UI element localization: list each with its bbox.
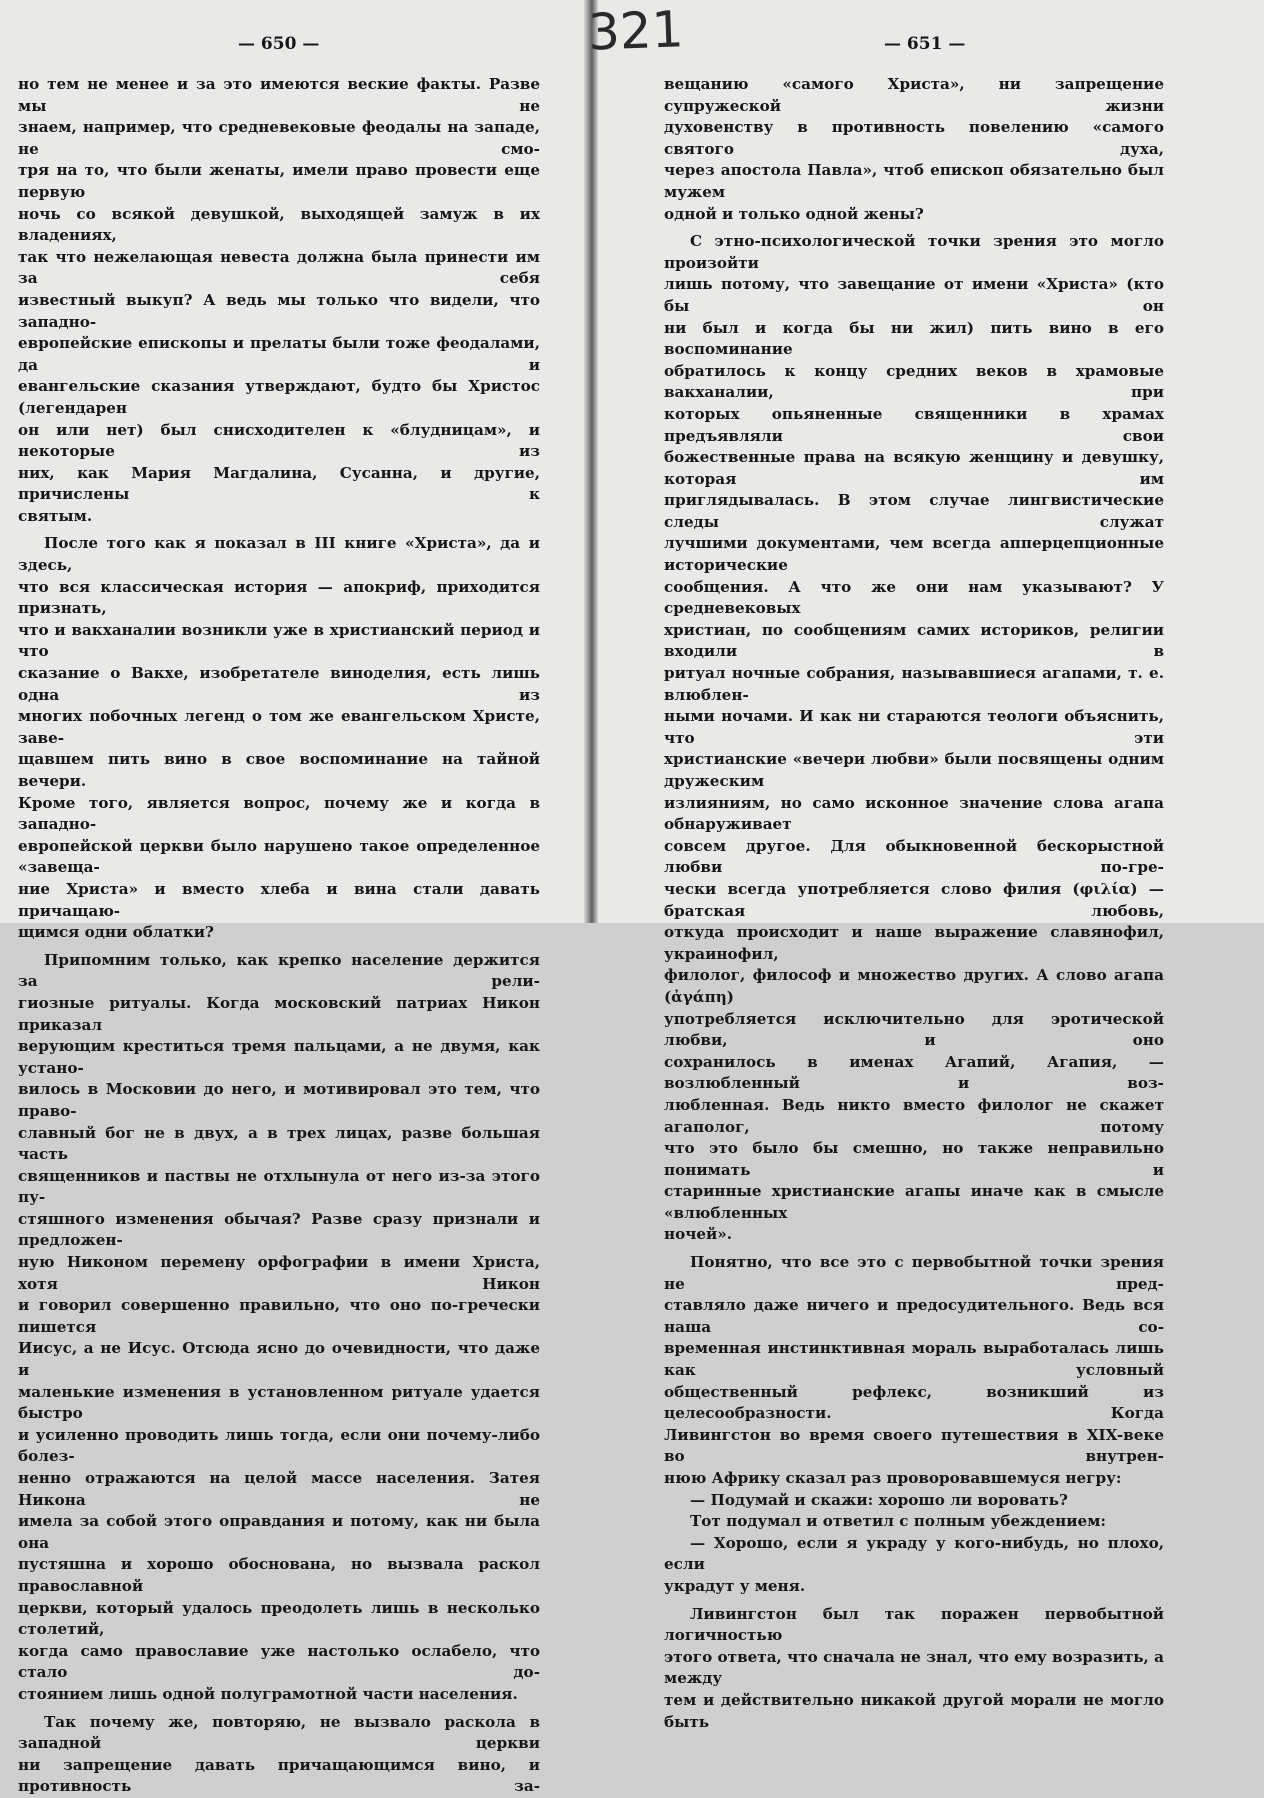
right-page <box>594 0 1264 1731</box>
paragraph-line: тря на то, что были женаты, имели право провести еще первую <box>18 161 540 201</box>
paragraph-line: ни запрещение давать причащающимся вино, и противность за- <box>18 1755 540 1796</box>
paragraph-line: маленькие изменения в установленном ритуале удается быстро <box>18 1382 540 1423</box>
paragraph-line: Ливингстон был так поражен первобытной логичностью <box>664 1604 1164 1645</box>
paragraph-line: украдут у меня. <box>664 1576 806 1595</box>
paragraph-line: ночей». <box>664 1225 733 1244</box>
paragraph-line: христиан, по сообщениям самих историков, религии входили в <box>664 620 1164 661</box>
paragraph: но тем не менее и за это имеются веские факты. Разве мы не <box>18 75 540 115</box>
paragraph-line: употребляется исключительно для эротической любви, и оно <box>664 1009 1164 1050</box>
paragraph-line: стоянием лишь одной полуграмотной части населения. <box>18 1684 518 1703</box>
paragraph-line: ние Христа» и вместо хлеба и вина стали давать причащаю- <box>18 879 540 920</box>
paragraph-line: Иисус, а не Исус. Отсюда ясно до очевидности, что даже и <box>18 1339 540 1380</box>
paragraph-line: временная инстинктивная мораль выработалась лишь как условный <box>664 1339 1164 1380</box>
paragraph-line: Тот подумал и ответил с полным убеждением: <box>690 1512 1107 1531</box>
paragraph-line: совсем другое. Для обыкновенной бескорыстной любви по-гре- <box>664 836 1164 877</box>
paragraph-line: сказание о Вакхе, изобретателе виноделия, есть лишь одна из <box>18 664 540 704</box>
paragraph-line: европейской церкви было нарушено такое определенное «завеща- <box>18 836 540 877</box>
paragraph-line: которых опьяненные священники в храмах предъявляли свои <box>664 404 1164 445</box>
paragraph-line: так что нежелающая невеста должна была принести им за себя <box>18 247 540 288</box>
page-number: — 651 — <box>884 34 966 54</box>
paragraph-line: святым. <box>18 506 93 525</box>
paragraph-line: Понятно, что все это с первобытной точки зрения не пред- <box>664 1253 1164 1293</box>
paragraph-line: что это было бы смешно, но также неправильно понимать и <box>664 1139 1164 1179</box>
paragraph-line: старинные христианские агапы иначе как в смысле «влюбленных <box>664 1182 1164 1222</box>
page-number: — 650 — <box>238 34 320 54</box>
paragraph-line: лучшими документами, чем всегда апперцепционные исторические <box>664 534 1164 575</box>
paragraph-line: ритуал ночные собрания, называвшиеся агапами, т. е. влюблен- <box>664 664 1164 704</box>
paragraph-line: и говорил совершенно правильно, что оно по-гречески пишется <box>18 1296 540 1336</box>
paragraph-line: священников и паствы не отхлынула от него из-за этого пу- <box>18 1166 540 1207</box>
paragraph-line: одной и только одной жены? <box>664 204 924 223</box>
paragraph-line: пустяшна и хорошо обоснована, но вызвала раскол православной <box>18 1555 540 1595</box>
paragraph-line: — Хорошо, если я украду у кого-нибудь, но плохо, если <box>664 1533 1164 1574</box>
paragraph-line: евангельские сказания утверждают, будто бы Христос (легендарен <box>18 377 540 417</box>
paragraph-line: — Подумай и скажи: хорошо ли воровать? <box>690 1490 1068 1509</box>
paragraph-line: Припомним только, как крепко население держится за рели- <box>18 950 540 991</box>
paragraph-line: церкви, который удалось преодолеть лишь в несколько столетий, <box>18 1598 540 1639</box>
paragraph-line: вилось в Московии до него, и мотивировал это тем, что право- <box>18 1080 540 1120</box>
paragraph-line: известный выкуп? А ведь мы только что видели, что западно- <box>18 290 540 331</box>
paragraph-line: христианские «вечери любви» были посвящены одним дружеским <box>664 750 1164 790</box>
paragraph-line: имела за собой этого оправдания и потому, как ни была она <box>18 1512 540 1552</box>
paragraph-line: После того как я показал в III книге «Христа», да и здесь, <box>18 534 540 575</box>
paragraph-line: через апостола Павла», чтоб епископ обязательно был мужем <box>664 161 1164 201</box>
paragraph-line: приглядывалась. В этом случае лингвистические следы служат <box>664 491 1164 531</box>
paragraph-line: них, как Мария Магдалина, Сусанна, и другие, причислены к <box>18 463 540 504</box>
paragraph-line: С этно-психологической точки зрения это могло произойти <box>664 232 1164 272</box>
paragraph-line: филолог, философ и множество других. А слово агапа (ἀγάπη) <box>664 966 1164 1006</box>
paragraph-line: ни был и когда бы ни жил) пить вино в его воспоминание <box>664 318 1164 359</box>
paragraph-line: сохранилось в именах Агапий, Агапия, — возлюбленный и воз- <box>664 1052 1164 1093</box>
paragraph-line: славный бог не в двух, а в трех лицах, разве большая часть <box>18 1123 540 1164</box>
paragraph-line: откуда происходит и наше выражение славянофил, украинофил, <box>664 923 1164 963</box>
paragraph-line: он или нет) был снисходителен к «блудницам», и некоторые из <box>18 420 540 461</box>
paragraph-line: ненно отражаются на целой массе населения. Затея Никона не <box>18 1469 540 1509</box>
paragraph-line: лишь потому, что завещание от имени «Христа» (кто бы он <box>664 275 1164 315</box>
paragraph-line: духовенству в противность повелению «самого святого духа, <box>664 118 1164 158</box>
paragraph-line: что и вакханалии возникли уже в христианский период и что <box>18 620 540 661</box>
paragraph-line: сообщения. А что же они нам указывают? У средневековых <box>664 577 1164 618</box>
paragraph-line: многих побочных легенд о том же евангельском Христе, заве- <box>18 707 540 747</box>
paragraph-line: когда само православие уже настолько ослабело, что стало до- <box>18 1641 540 1682</box>
paragraph-line: стяшного изменения обычая? Разве сразу признали и предложен- <box>18 1209 540 1250</box>
paragraph-line: тем и действительно никакой другой морали не могло быть <box>664 1690 1164 1731</box>
paragraph-line: Ливингстон во время своего путешествия в XIX-веке во внутрен- <box>664 1425 1164 1466</box>
paragraph-line: вещанию «самого Христа», ни запрещение супружеской жизни <box>664 75 1164 115</box>
paragraph-line: что вся классическая история — апокриф, приходится признать, <box>18 577 540 618</box>
paragraph-line: гиозные ритуалы. Когда московский патриах Никон приказал <box>18 993 540 1034</box>
paragraph-line: европейские епископы и прелаты были тоже феодалами, да и <box>18 334 540 374</box>
paragraph-line: и усиленно проводить лишь тогда, если они почему-либо болез- <box>18 1425 540 1466</box>
archive-number: 321 <box>587 0 685 62</box>
paragraph-line: любленная. Ведь никто вместо филолог не скажет агаполог, потому <box>664 1095 1164 1136</box>
paragraph-line: ными ночами. И как ни стараются теологи объяснить, что эти <box>664 707 1164 747</box>
text-column <box>664 74 1164 1733</box>
paragraph-line: излияниям, но само исконное значение слова агапа обнаруживает <box>664 793 1164 834</box>
paragraph-line: нюю Африку сказал раз проворовавшемуся негру: <box>664 1469 1122 1487</box>
paragraph-line: верующим креститься тремя пальцами, а не двумя, как устано- <box>18 1037 540 1077</box>
paragraph-line: щимся одни облатки? <box>18 923 214 942</box>
paragraph-line: общественный рефлекс, возникший из целесообразности. Когда <box>664 1382 1164 1423</box>
book-spine <box>584 0 598 923</box>
paragraph-line: божественные права на всякую женщину и девушку, которая им <box>664 448 1164 488</box>
left-page <box>0 0 588 1796</box>
paragraph-line: Так почему же, повторяю, не вызвало раскола в западной церкви <box>18 1712 540 1753</box>
paragraph-line: чески всегда употребляется слово филия (φιλία) — братская любовь, <box>664 879 1164 920</box>
paragraph-line: Кроме того, является вопрос, почему же и когда в западно- <box>18 793 540 834</box>
paragraph-line: знаем, например, что средневековые феодалы на западе, не смо- <box>18 118 540 158</box>
paragraph-line: ставляло даже ничего и предосудительного. Ведь вся наша со- <box>664 1296 1164 1336</box>
paragraph-line: щавшем пить вино в свое воспоминание на тайной вечери. <box>18 750 540 790</box>
paragraph-line: ночь со всякой девушкой, выходящей замуж в их владениях, <box>18 204 540 245</box>
paragraph-line: этого ответа, что сначала не знал, что ему возразить, а между <box>664 1647 1164 1688</box>
paragraph-line: обратилось к концу средних веков в храмовые вакханалии, при <box>664 361 1164 402</box>
text-column <box>18 74 540 1798</box>
paragraph-line: ную Никоном перемену орфографии в имени Христа, хотя Никон <box>18 1253 540 1293</box>
